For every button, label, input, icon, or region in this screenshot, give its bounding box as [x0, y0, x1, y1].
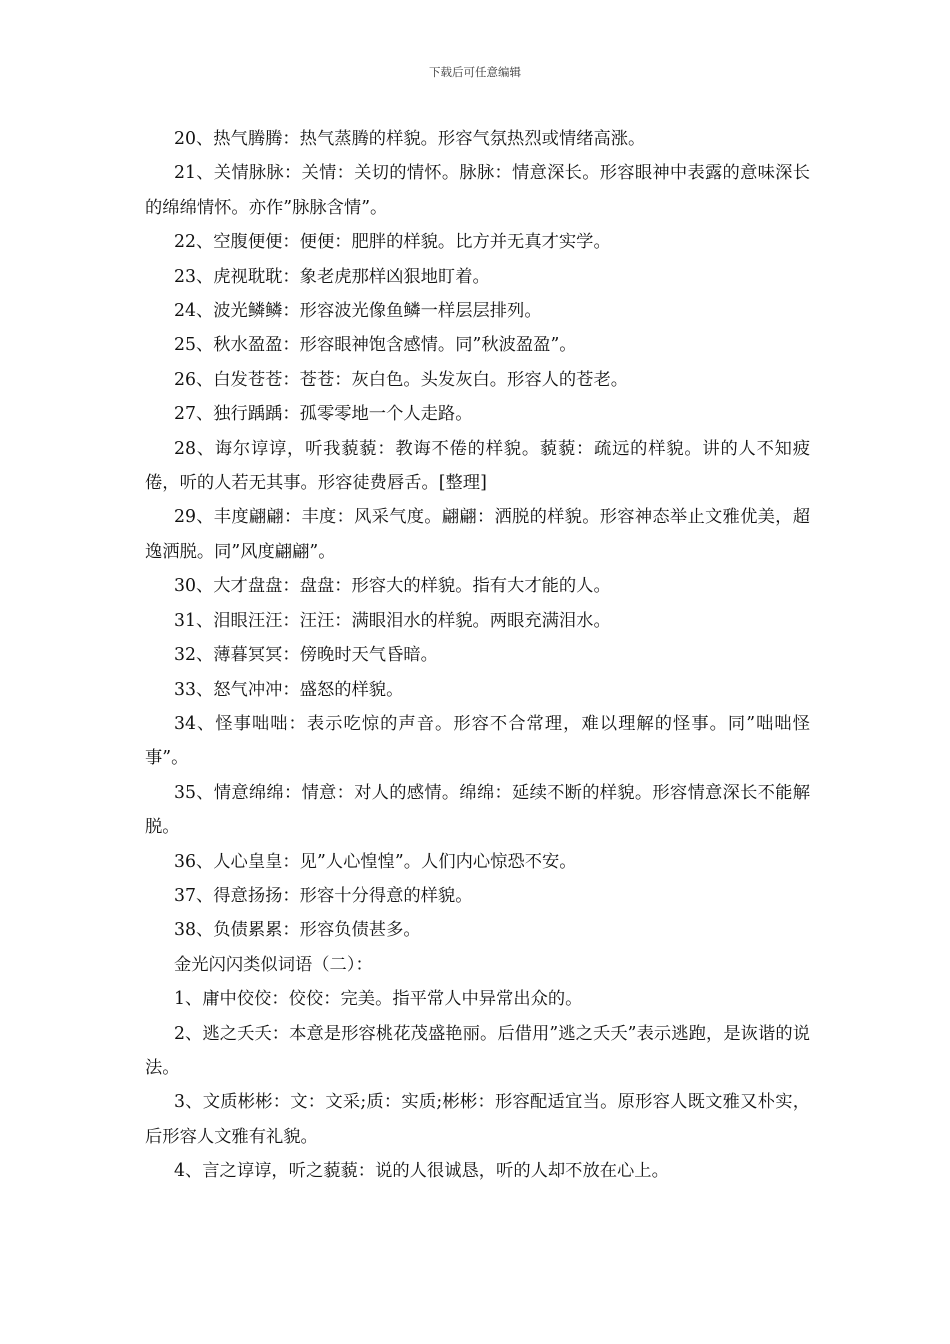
paragraph: 38、负债累累：形容负债甚多。 — [174, 920, 421, 941]
paragraph: 4、言之谆谆，听之藐藐：说的人很诚恳，听的人却不放在心上。 — [174, 1161, 669, 1182]
paragraph: 20、热气腾腾：热气蒸腾的样貌。形容气氛热烈或情绪高涨。 — [174, 129, 646, 149]
paragraph: 22、空腹便便：便便：肥胖的样貌。比方并无真才实学。 — [174, 232, 611, 253]
paragraph: 2、逃之夭夭：本意是形容桃花茂盛艳丽。后借用”逃之夭夭”表示逃跑，是诙谐的说法。 — [145, 1023, 810, 1078]
paragraph: 36、人心皇皇：见”人心惶惶”。人们内心惊恐不安。 — [174, 851, 577, 872]
paragraph: 29、丰度翩翩：丰度：风采气度。翩翩：洒脱的样貌。形容神态举止文雅优美，超逸洒脱。同”风度翩翩”。 — [145, 507, 810, 562]
paragraph: 27、独行踽踽：孤零零地一个人走路。 — [174, 404, 473, 425]
paragraph: 31、泪眼汪汪：汪汪：满眼泪水的样貌。两眼充满泪水。 — [174, 610, 611, 631]
paragraph: 1、庸中佼佼：佼佼：完美。指平常人中异常出众的。 — [174, 989, 583, 1010]
paragraph: 32、薄暮冥冥：傍晚时天气昏暗。 — [174, 645, 438, 666]
document-body — [145, 122, 810, 1189]
paragraph: 34、怪事咄咄：表示吃惊的声音。形容不合常理，难以理解的怪事。同”咄咄怪事”。 — [145, 713, 810, 769]
paragraph: 25、秋水盈盈：形容眼神饱含感情。同”秋波盈盈”。 — [174, 335, 577, 356]
page-header: 下载后可任意编辑 — [429, 65, 521, 79]
paragraph: 26、白发苍苍：苍苍：灰白色。头发灰白。形容人的苍老。 — [174, 369, 629, 390]
paragraph: 24、波光鳞鳞：形容波光像鱼鳞一样层层排列。 — [174, 301, 542, 322]
paragraph: 37、得意扬扬：形容十分得意的样貌。 — [174, 885, 473, 906]
paragraph: 30、大才盘盘：盘盘：形容大的样貌。指有大才能的人。 — [174, 576, 611, 597]
paragraph: 35、情意绵绵：情意：对人的感情。绵绵：延续不断的样貌。形容情意深长不能解脱。 — [145, 782, 810, 838]
section-heading: 金光闪闪类似词语（二）： — [174, 954, 373, 975]
paragraph: 28、诲尔谆谆，听我藐藐：教诲不倦的样貌。藐藐：疏远的样貌。讲的人不知疲倦，听的人若无其事。形容徒费唇舌。[整理] — [145, 438, 810, 494]
paragraph: 23、虎视耽耽：象老虎那样凶狠地盯着。 — [174, 266, 490, 287]
paragraph: 21、关情脉脉：关情：关切的情怀。脉脉：情意深长。形容眼神中表露的意味深长的绵绵情怀。亦作”脉脉含情”。 — [145, 163, 810, 218]
paragraph: 3、文质彬彬：文：文采;质：实质;彬彬：形容配适宜当。原形容人既文雅又朴实，后形容人文雅有礼貌。 — [145, 1092, 810, 1147]
paragraph: 33、怒气冲冲：盛怒的样貌。 — [174, 679, 404, 700]
